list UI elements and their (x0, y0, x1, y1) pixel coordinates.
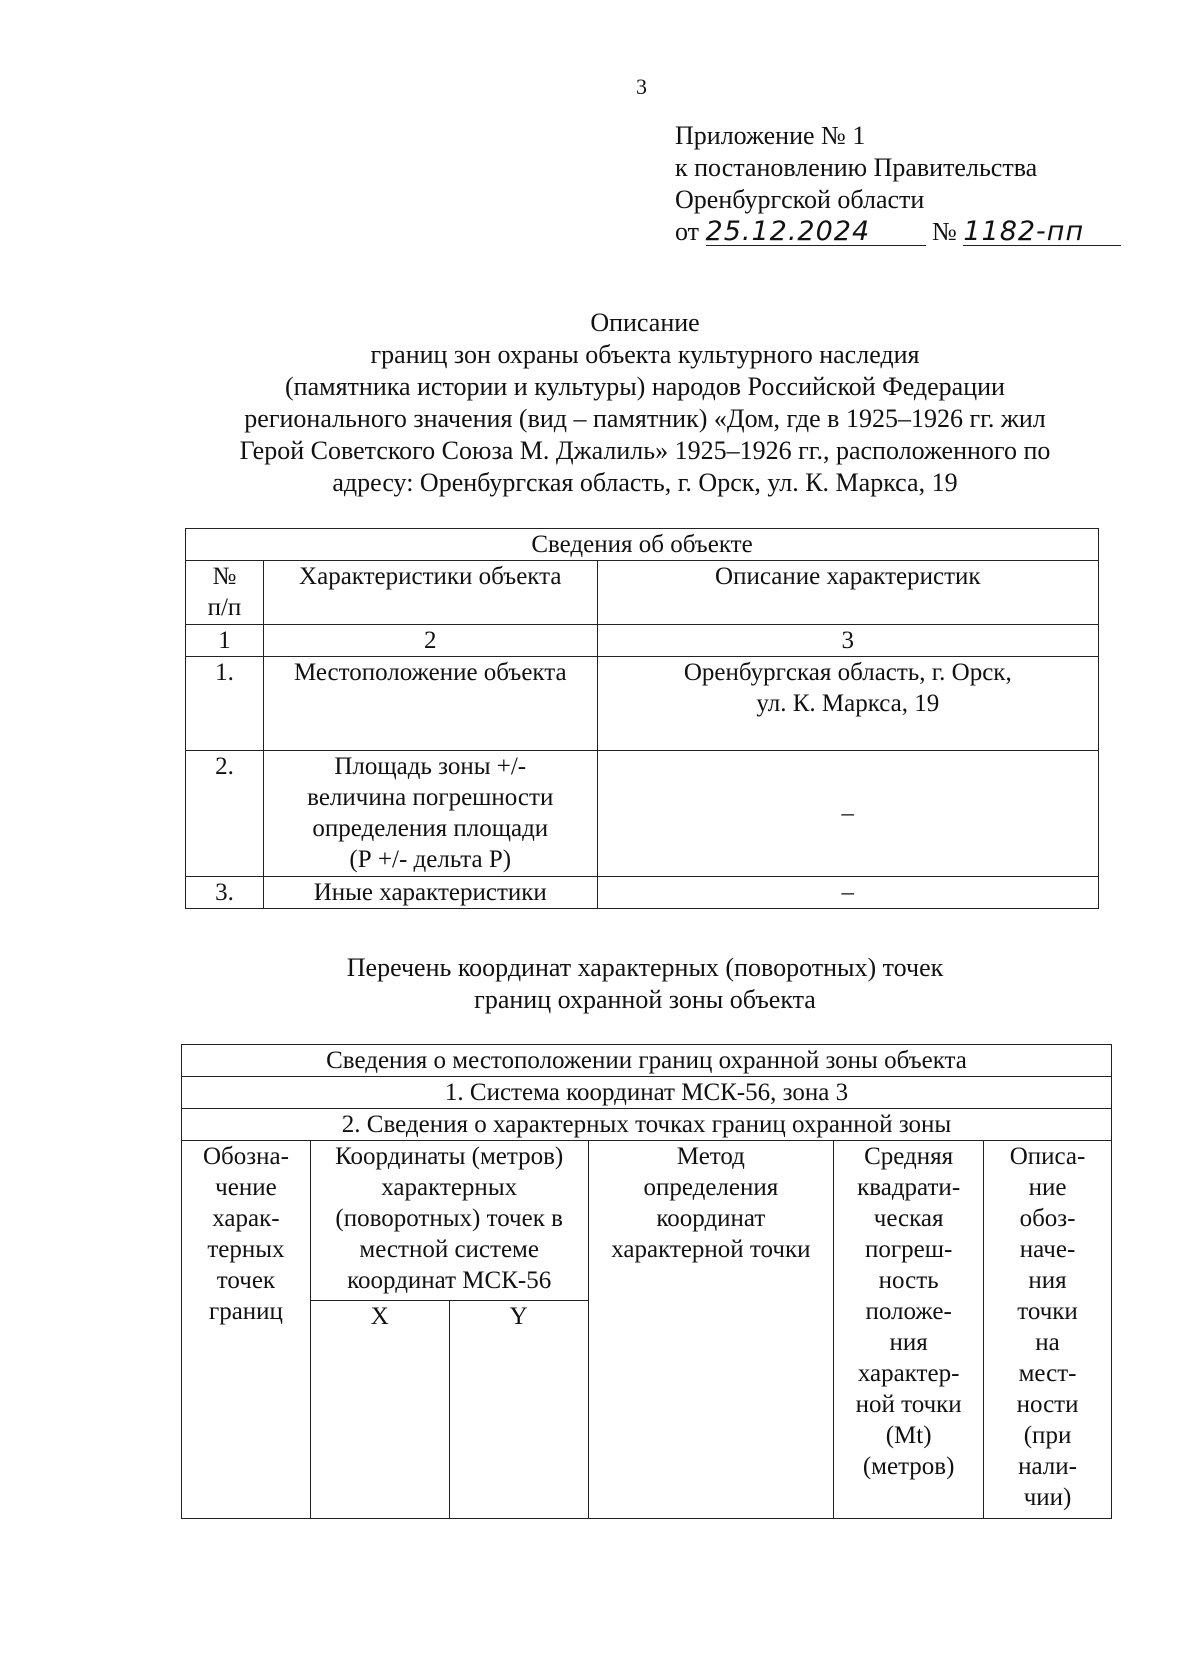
title-line-6: адресу: Оренбургская область, г. Орск, ул. К. Маркса, 19 (332, 468, 958, 497)
coordinates-list-title (180, 952, 1110, 1016)
document-title (180, 307, 1110, 499)
header-col5-line: чии) (1023, 1484, 1072, 1511)
title-line-5: Герой Советского Союза М. Джалиль» 1925–1926 гг., расположенного по (239, 436, 1051, 465)
header-point-designation (182, 1141, 311, 1519)
header-col3-line: координат (656, 1205, 766, 1232)
row-3-description: – (597, 877, 1098, 909)
header-x: X (310, 1301, 449, 1519)
handwritten-date: 25.12.2024 (706, 219, 926, 246)
appendix-line-2: к постановлению Правительства (675, 153, 1038, 182)
column-number-3: 3 (597, 625, 1098, 657)
object-table-caption: Сведения об объекте (186, 529, 1099, 561)
row-1-number: 1. (186, 657, 264, 751)
header-col1-line: границ (208, 1298, 283, 1325)
row-3-number: 3. (186, 877, 264, 909)
header-number-line-2: п/п (207, 594, 242, 621)
header-col5-line: точки (1017, 1298, 1078, 1325)
header-col5-line: на (1035, 1329, 1060, 1356)
header-col4-line: положе- (865, 1298, 952, 1325)
header-col5-line: ния (1028, 1267, 1067, 1294)
appendix-no-sign: № (932, 217, 957, 246)
header-col5-line: ности (1016, 1391, 1079, 1418)
header-col5-line: наче- (1019, 1236, 1076, 1263)
table-row (186, 751, 1099, 877)
coord-table-row-3: 2. Сведения о характерных точках границ охранной зоны (182, 1109, 1112, 1141)
header-col4-line: ной точки (855, 1391, 962, 1418)
table-row (186, 877, 1099, 909)
header-description: Описание характеристик (597, 561, 1098, 625)
header-col3-line: характерной точки (611, 1236, 811, 1263)
list-title-line-1: Перечень координат характерных (поворотных) точек (346, 953, 944, 982)
header-col4-line: характер- (857, 1360, 960, 1387)
header-col4-line: ческая (873, 1205, 944, 1232)
column-number-2: 2 (263, 625, 597, 657)
header-col2-line: (поворотных) точек в (335, 1205, 563, 1232)
header-characteristics: Характеристики объекта (263, 561, 597, 625)
header-col4-line: (Mt) (885, 1422, 932, 1449)
row-1-description-line-1: Оренбургская область, г. Орск, (683, 659, 1012, 686)
appendix-block (675, 120, 1135, 248)
header-y: Y (449, 1301, 588, 1519)
header-col5-line: нали- (1018, 1453, 1077, 1480)
header-col1-line: чение (215, 1174, 277, 1201)
header-col1-line: терных (207, 1236, 285, 1263)
title-line-2: границ зон охраны объекта культурного наследия (370, 340, 920, 369)
row-2-description: – (597, 751, 1098, 877)
title-line-3: (памятника истории и культуры) народов Российской Федерации (285, 372, 1005, 401)
header-method (588, 1141, 834, 1519)
header-col5-line: обоз- (1019, 1205, 1076, 1232)
row-2-characteristic-line-4: (Р +/- дельта Р) (349, 846, 512, 873)
row-1-characteristic: Местоположение объекта (263, 657, 597, 751)
header-col4-line: погреш- (864, 1236, 953, 1263)
list-title-line-2: границ охранной зоны объекта (474, 985, 816, 1014)
header-point-description (984, 1141, 1112, 1519)
row-1-description (597, 657, 1098, 751)
object-info-table (185, 528, 1099, 909)
title-line-1: Описание (590, 308, 700, 337)
header-col4-line: ния (889, 1329, 928, 1356)
header-col2-line: координат МСК-56 (347, 1267, 552, 1294)
header-col1-line: харак- (212, 1205, 280, 1232)
header-col5-line: ние (1028, 1174, 1067, 1201)
header-col4-line: квадрати- (857, 1174, 961, 1201)
header-number (186, 561, 264, 625)
row-3-characteristic: Иные характеристики (263, 877, 597, 909)
header-col2-line: местной системе (359, 1236, 539, 1263)
row-2-characteristic (263, 751, 597, 877)
header-col3-line: определения (643, 1174, 779, 1201)
row-2-characteristic-line-1: Площадь зоны +/- (334, 753, 527, 780)
header-col4-line: Средняя (864, 1143, 954, 1170)
appendix-line-3: Оренбургской области (675, 185, 925, 214)
row-1-description-line-2: ул. К. Маркса, 19 (756, 690, 940, 717)
row-2-number: 2. (186, 751, 264, 877)
header-col4-line: (метров) (862, 1453, 955, 1480)
page-number: 3 (636, 74, 647, 99)
appendix-line-4 (675, 216, 1135, 248)
header-col1-line: Обозна- (202, 1143, 289, 1170)
row-2-characteristic-line-2: величина погрешности (307, 784, 554, 811)
coordinates-table (181, 1044, 1112, 1519)
header-mean-square-error (834, 1141, 984, 1519)
row-2-characteristic-line-3: определения площади (312, 815, 549, 842)
column-number-1: 1 (186, 625, 264, 657)
header-col5-line: (при (1023, 1422, 1072, 1449)
header-col5-line: мест- (1018, 1360, 1077, 1387)
header-number-line-1: № (212, 563, 237, 590)
header-col5-line: Описа- (1009, 1143, 1086, 1170)
header-col2-line: характерных (381, 1174, 518, 1201)
table-row (186, 657, 1099, 751)
header-col1-line: точек (216, 1267, 276, 1294)
handwritten-number: 1182-пп (963, 219, 1121, 246)
header-col2-line: Координаты (метров) (335, 1143, 564, 1170)
header-coordinates (310, 1141, 588, 1301)
title-line-4: регионального значения (вид – памятник) «Дом, где в 1925–1926 гг. жил (244, 404, 1046, 433)
coord-table-row-2: 1. Система координат МСК-56, зона 3 (182, 1077, 1112, 1109)
appendix-line-1: Приложение № 1 (675, 121, 866, 150)
header-col4-line: ность (878, 1267, 939, 1294)
appendix-from: от (675, 217, 700, 246)
coord-table-row-1: Сведения о местоположении границ охранной зоны объекта (182, 1045, 1112, 1077)
header-col3-line: Метод (676, 1143, 745, 1170)
